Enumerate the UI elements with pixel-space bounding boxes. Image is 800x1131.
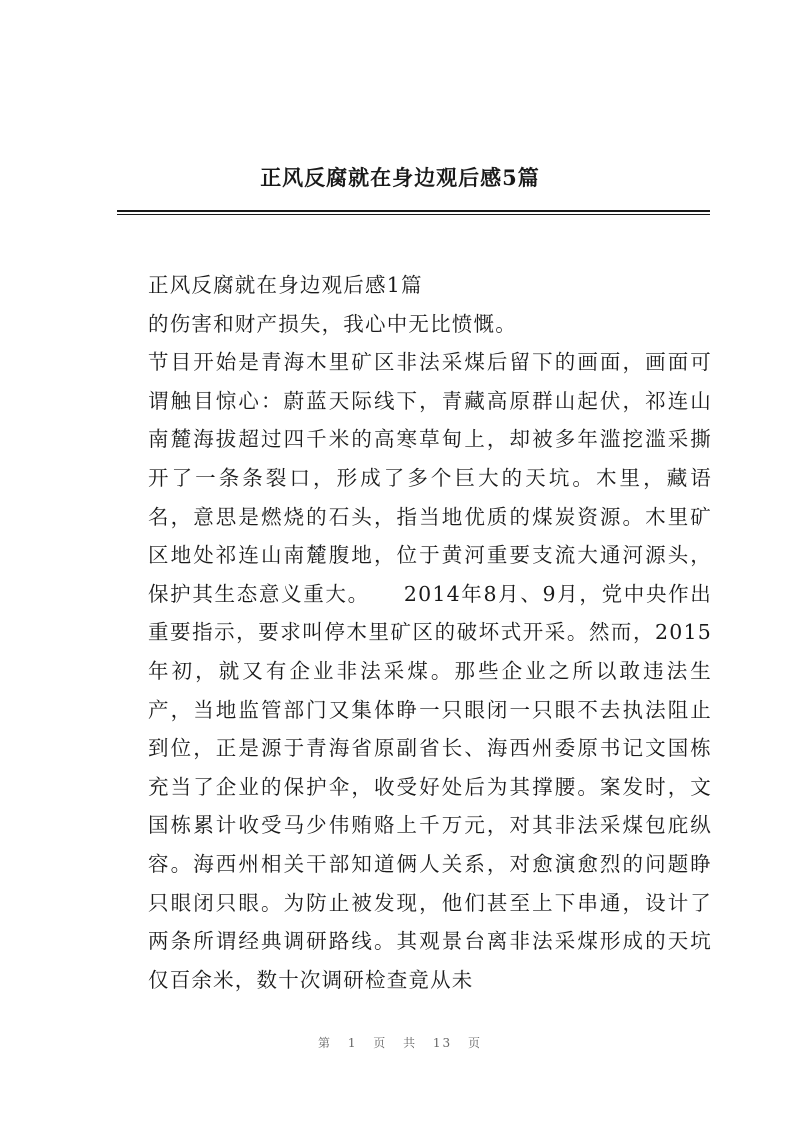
document-body [108,266,712,999]
title-rule-thin [117,214,710,215]
paragraph: 节目开始是青海木里矿区非法采煤后留下的画面，画面可谓触目惊心：蔚蓝天际线下，青藏高原群山起伏，祁连山南麓海拔超过四千米的高寒草甸上，却被多年滥挖滥采撕开了一条条裂口，形成了多个巨大的天坑。木里，藏语名，意思是燃烧的石头，指当地优质的煤炭资源。木里矿区地处祁连山南麓腹地，位于黄河重要支流大通河源头，保护其生态意义重大。 2014年8月、9月，党中央作出重要指示，要求叫停木里矿区的破坏式开采。然而，2015年初，就又有企业非法采煤。那些企业之所以敢违法生产，当地监管部门又集体睁一只眼闭一只眼不去执法阻止到位，正是源于青海省原副省长、海西州委原书记文国栋充当了企业的保护伞，收受好处后为其撑腰。案发时，文国栋累计收受马少伟贿赂上千万元，对其非法采煤包庇纵容。海西州相关干部知道俩人关系，对愈演愈烈的问题睁只眼闭只眼。为防止被发现，他们甚至上下串通，设计了两条所谓经典调研路线。其观景台离非法采煤形成的天坑仅百余米，数十次调研检查竟从未 [148,350,712,992]
paragraph: 的伤害和财产损失，我心中无比愤慨。 [148,311,517,336]
page-footer: 第 1 页 共 13 页 [318,1036,482,1050]
section-subtitle: 正风反腐就在身边观后感1篇 [148,273,423,297]
title-rule-thick [117,210,710,212]
document-title: 正风反腐就在身边观后感5篇 [260,165,540,190]
